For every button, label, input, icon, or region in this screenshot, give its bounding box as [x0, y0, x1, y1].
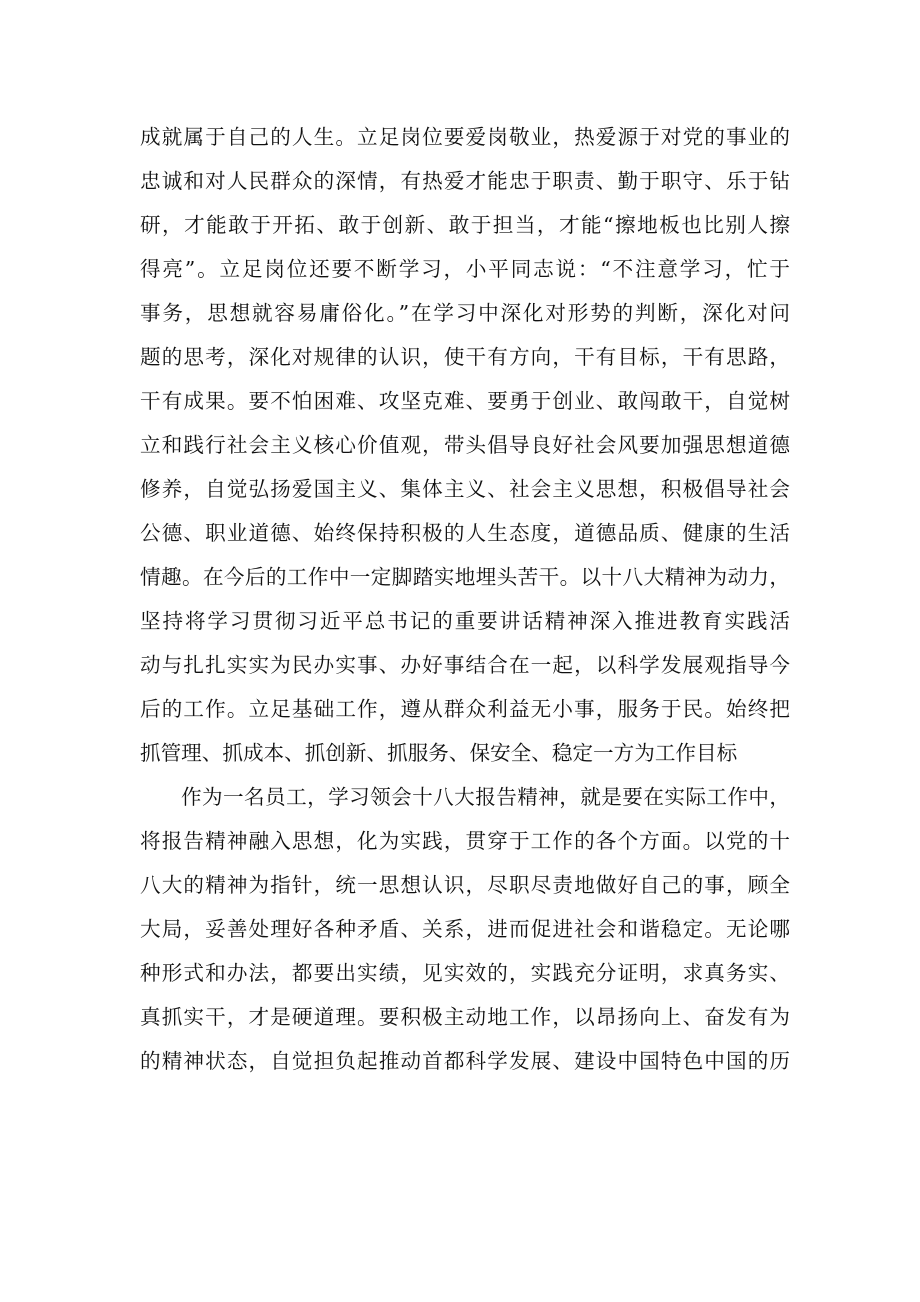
- text-line: 种形式和办法，都要出实绩，见实效的，实践充分证明，求真务实、: [140, 961, 790, 985]
- text-line: 题的思考，深化对规律的认识，使干有方向，干有目标，干有思路，: [140, 345, 790, 369]
- text-line: 真抓实干，才是硬道理。要积极主动地工作，以昂扬向上、奋发有为: [140, 1005, 790, 1029]
- text-line: 干有成果。要不怕困难、攻坚克难、要勇于创业、敢闯敢干，自觉树: [140, 389, 790, 413]
- text-line: 公德、职业道德、始终保持积极的人生态度，道德品质、健康的生活: [140, 521, 790, 545]
- paragraph-2: [140, 775, 790, 1083]
- text-line: 成就属于自己的人生。立足岗位要爱岗敬业，热爱源于对党的事业的: [140, 125, 790, 149]
- paragraph-1: [140, 115, 790, 775]
- text-line: 八大的精神为指针，统一思想认识，尽职尽责地做好自己的事，顾全: [140, 873, 790, 897]
- text-line: 修养，自觉弘扬爱国主义、集体主义、社会主义思想，积极倡导社会: [140, 477, 790, 501]
- text-line: 抓管理、抓成本、抓创新、抓服务、保安全、稳定一方为工作目标: [140, 741, 738, 765]
- text-line: 忠诚和对人民群众的深情，有热爱才能忠于职责、勤于职守、乐于钻: [140, 169, 790, 193]
- text-line: 坚持将学习贯彻习近平总书记的重要讲话精神深入推进教育实践活: [140, 609, 790, 633]
- document-body: [140, 115, 790, 1083]
- text-line: 动与扎扎实实为民办实事、办好事结合在一起，以科学发展观指导今: [140, 653, 790, 677]
- text-line: 大局，妥善处理好各种矛盾、关系，进而促进社会和谐稳定。无论哪: [140, 917, 790, 941]
- text-line: 的精神状态，自觉担负起推动首都科学发展、建设中国特色中国的历: [140, 1049, 790, 1073]
- text-line: 得亮”。立足岗位还要不断学习，小平同志说：“不注意学习，忙于: [140, 257, 790, 281]
- text-line: 作为一名员工，学习领会十八大报告精神，就是要在实际工作中，: [181, 785, 790, 809]
- text-line: 将报告精神融入思想，化为实践，贯穿于工作的各个方面。以党的十: [140, 829, 790, 853]
- text-line: 立和践行社会主义核心价值观，带头倡导良好社会风要加强思想道德: [140, 433, 790, 457]
- text-line: 后的工作。立足基础工作，遵从群众利益无小事，服务于民。始终把: [140, 697, 790, 721]
- text-line: 情趣。在今后的工作中一定脚踏实地埋头苦干。以十八大精神为动力，: [140, 565, 790, 589]
- text-line: 事务，思想就容易庸俗化。”在学习中深化对形势的判断，深化对问: [140, 301, 790, 325]
- text-line: 研，才能敢于开拓、敢于创新、敢于担当，才能“擦地板也比别人擦: [140, 213, 790, 237]
